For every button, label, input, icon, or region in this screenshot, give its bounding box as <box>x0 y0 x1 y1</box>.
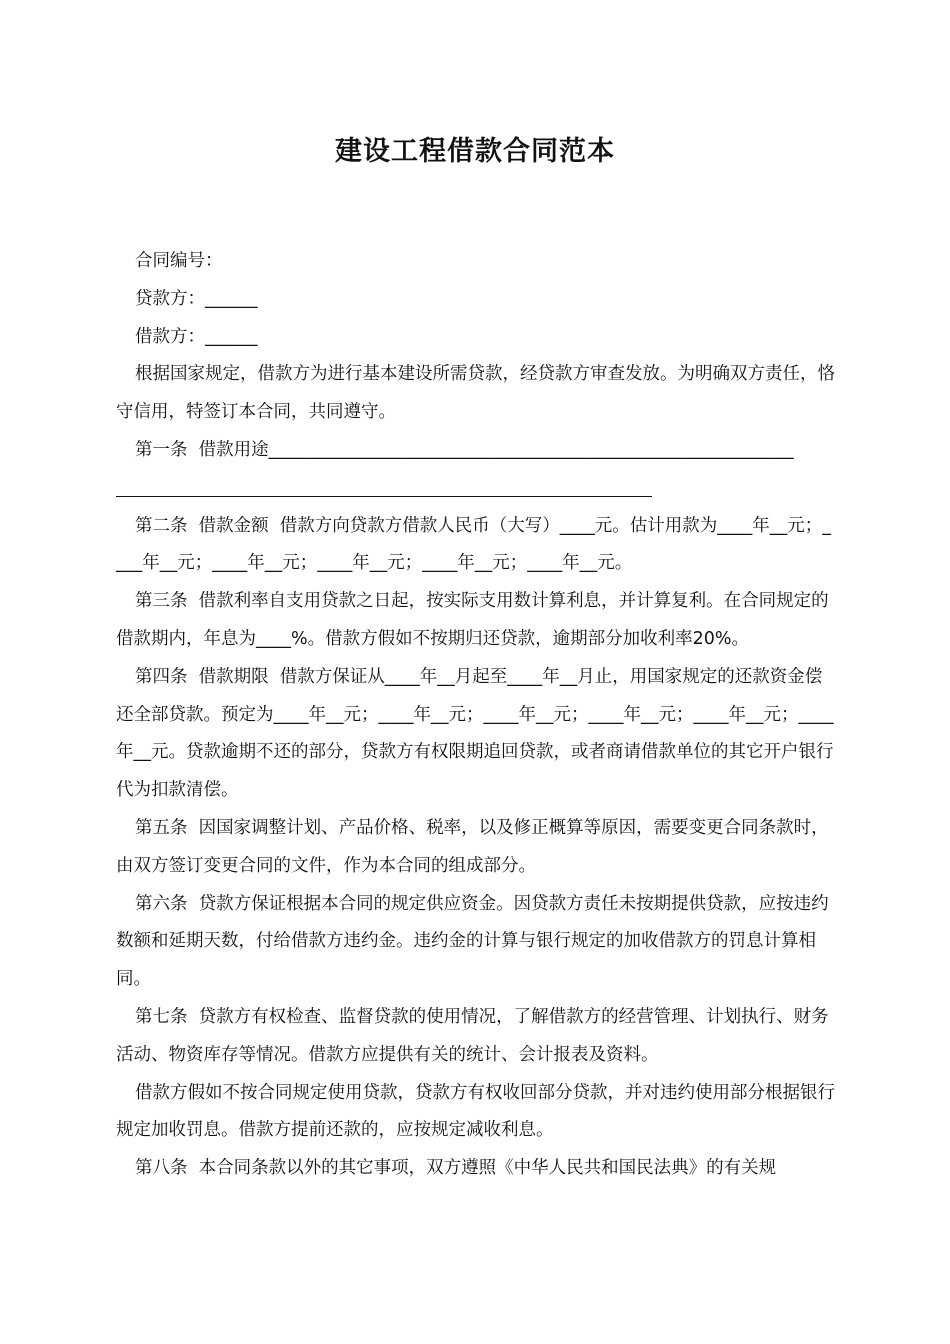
article-3: 第三条 借款利率自支用贷款之日起，按实际支用数计算利息，并计算复利。在合同规定的借款期内，年息为____%。借款方假如不按期归还贷款，逾期部分加收利率20%。 <box>116 591 829 649</box>
article-7-continued: 借款方假如不按合同规定使用贷款，贷款方有权收回部分贷款，并对违约使用部分根据银行规定加收罚息。借款方提前还款的，应按规定减收利息。 <box>116 1082 835 1141</box>
preamble-paragraph: 根据国家规定，借款方为进行基本建设所需贷款，经贷款方审查发放。为明确双方责任，恪守信用，特签订本合同，共同遵守。 <box>116 364 835 423</box>
document-title: 建设工程借款合同范本 <box>335 136 615 167</box>
article-1: 第一条 借款用途____________________________________________________________ <box>135 439 794 460</box>
article-5: 第五条 因国家调整计划、产品价格、税率，以及修正概算等原因，需要变更合同条款时，由双方签订变更合同的文件，作为本合同的组成部分。 <box>116 817 829 876</box>
article-4: 第四条 借款期限 借款方保证从____年__月起至____年__月止，用国家规定的还款资金偿还全部贷款。预定为____年__元；____年__元；____年__元；____年__元；____年__元；____年__元。贷款逾期不还的部分，贷款方有权限期追回贷款，或者商请借款单位的其它开户银行代为扣款清偿。 <box>116 666 834 801</box>
article-6: 第六条 贷款方保证根据本合同的规定供应资金。因贷款方责任未按期提供贷款，应按违约数额和延期天数，付给借款方违约金。违约金的计算与银行规定的加收借款方的罚息计算相同。 <box>116 893 829 990</box>
borrower-line: 借款方：______ <box>135 326 258 347</box>
article-8: 第八条 本合同条款以外的其它事项，双方遵照《中华人民共和国民法典》的有关规 <box>135 1158 777 1179</box>
article-2: 第二条 借款金额 借款方向贷款方借款人民币（大写）____元。估计用款为____年__元；____年__元；____年__元；____年__元；____年__元；____年__元。 <box>116 515 831 574</box>
contract-number-line: 合同编号： <box>135 251 223 271</box>
article-1-blank-line <box>116 470 652 508</box>
lender-line: 贷款方：______ <box>135 288 258 309</box>
article-7: 第七条 贷款方有权检查、监督贷款的使用情况，了解借款方的经营管理、计划执行、财务活动、物资库存等情况。借款方应提供有关的统计、会计报表及资料。 <box>116 1006 829 1065</box>
contract-body <box>116 243 836 1188</box>
